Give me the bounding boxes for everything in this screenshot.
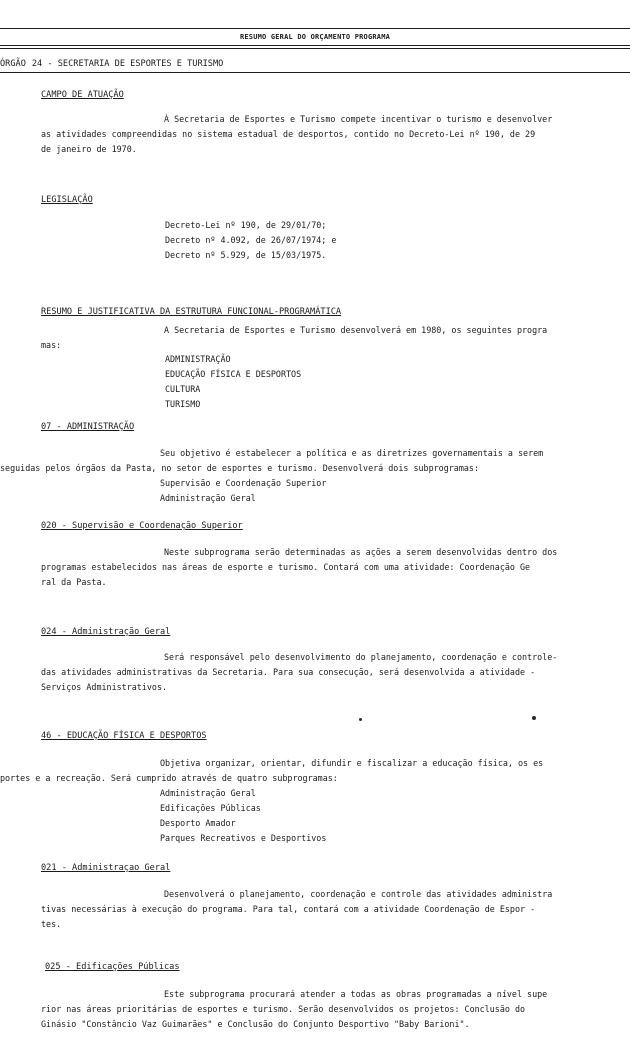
orgao-label: ÓRGÃO [0, 59, 26, 69]
legislacao-item: Decreto nº 5.929, de 15/03/1975. [165, 250, 327, 260]
program-list [165, 352, 301, 412]
program-item: EDUCAÇÃO FÍSICA E DESPORTOS [165, 369, 302, 379]
header-rule-2 [0, 48, 630, 49]
edu46-heading: 46 - EDUCAÇÃO FÍSICA E DESPORTOS [41, 731, 207, 741]
program-item: TURISMO [165, 399, 201, 409]
campo-line-1: À Secretaria de Esportes e Turismo compete incentivar o turismo e desenvolver [164, 114, 553, 124]
orgao-rule [0, 72, 630, 73]
campo-heading: CAMPO DE ATUAÇÃO [41, 90, 124, 100]
top-rule [0, 28, 630, 29]
adm07-paragraph [0, 446, 615, 476]
resumo-line-1: A Secretaria de Esportes e Turismo desenvolverá em 1980, os seguintes progra [164, 325, 548, 335]
sub024-line-1: Será responsável pelo desenvolvimento do planejamento, coordenação e controle- [164, 652, 558, 662]
print-speck [359, 718, 362, 721]
orgao-line [0, 59, 223, 69]
sub021-line-3: tes. [41, 919, 62, 929]
sub020-heading: 020 - Supervisão e Coordenação Superior [41, 521, 243, 531]
edu46-line-2: portes e a recreação. Será cumprido através de quatro subprogramas: [0, 773, 338, 783]
edu46-paragraph [0, 756, 615, 786]
sub020-paragraph [41, 545, 615, 590]
legislacao-heading: LEGISLAÇÃO [41, 195, 93, 205]
sub020-line-1: Neste subprograma serão determinadas as ações a serem desenvolvidas dentro dos [164, 547, 558, 557]
adm07-heading: 07 - ADMINISTRAÇÃO [41, 422, 135, 432]
adm07-line-2: seguidas pelos órgãos da Pasta, no setor de esportes e turismo. Desenvolverá dois subprogramas: [0, 463, 480, 473]
sub025-line-1: Este subprograma procurará atender a todas as obras programadas a nível supe [164, 989, 548, 999]
sub021-line-2: tivas necessárias à execução do programa. Para tal, contará com a atividade Coordenação de Espor - [41, 904, 536, 914]
sub025-paragraph [41, 987, 615, 1032]
orgao-value: 24 - SECRETARIA DE ESPORTES E TURISMO [31, 59, 224, 69]
sub025-heading: 025 - Edificações Públicas [45, 962, 180, 972]
sub025-line-2: rior nas áreas prioritárias de esportes e turismo. Serão desenvolvidos os projetos: Conclusão do [41, 1004, 526, 1014]
legislacao-list [165, 218, 336, 263]
sub021-line-1: Desenvolverá o planejamento, coordenação e controle das atividades administra [164, 889, 553, 899]
legislacao-item: Decreto-Lei nº 190, de 29/01/70; [165, 220, 327, 230]
header-rule-1 [0, 45, 630, 46]
campo-paragraph [41, 112, 615, 157]
edu46-item: Desporto Amador [160, 818, 236, 828]
sub024-heading: 024 - Administração Geral [41, 627, 171, 637]
resumo-heading: RESUMO E JUSTIFICATIVA DA ESTRUTURA FUNCIONAL-PROGRAMÁTICA [41, 307, 342, 317]
program-item: ADMINISTRAÇÃO [165, 354, 231, 364]
sub024-paragraph [41, 650, 615, 695]
edu46-line-1: Objetiva organizar, orientar, difundir e fiscalizar a educação física, os es [160, 758, 544, 768]
legislacao-item: Decreto nº 4.092, de 26/07/1974; e [165, 235, 337, 245]
campo-line-3: de janeiro de 1970. [41, 144, 137, 154]
adm07-list [160, 476, 326, 506]
program-item: CULTURA [165, 384, 201, 394]
sub021-paragraph [41, 887, 615, 932]
campo-line-2: as atividades compreendidas no sistema estadual de desportos, contido no Decreto-Lei nº 190, de 29 [41, 129, 536, 139]
sub025-line-3: Ginásio "Constâncio Vaz Guimarães" e Conclusão do Conjunto Desportivo "Baby Barioni". [41, 1019, 470, 1029]
document-title: RESUMO GERAL DO ORÇAMENTO PROGRAMA [239, 33, 391, 41]
resumo-paragraph [41, 323, 615, 353]
adm07-item: Supervisão e Coordenação Superior [160, 478, 327, 488]
resumo-line-2: mas: [41, 340, 62, 350]
sub024-line-2: das atividades administrativas da Secretaria. Para sua consecução, será desenvolvida a atividade - [41, 667, 536, 677]
sub020-line-2: programas estabelecidos nas áreas de esporte e turismo. Contará com uma atividade: Coordenação Ge [41, 562, 531, 572]
sub024-line-3: Serviços Administrativos. [41, 682, 168, 692]
print-speck [532, 716, 536, 720]
adm07-item: Administração Geral [160, 493, 256, 503]
edu46-item: Edificações Públicas [160, 803, 261, 813]
sub021-heading: 021 - Administraçao Geral [41, 863, 171, 873]
edu46-item: Parques Recreativos e Desportivos [160, 833, 327, 843]
adm07-line-1: Seu objetivo é estabelecer a política e as diretrizes governamentais a serem [160, 448, 544, 458]
sub020-line-3: ral da Pasta. [41, 577, 107, 587]
edu46-item: Administração Geral [160, 788, 256, 798]
edu46-list [160, 786, 326, 846]
